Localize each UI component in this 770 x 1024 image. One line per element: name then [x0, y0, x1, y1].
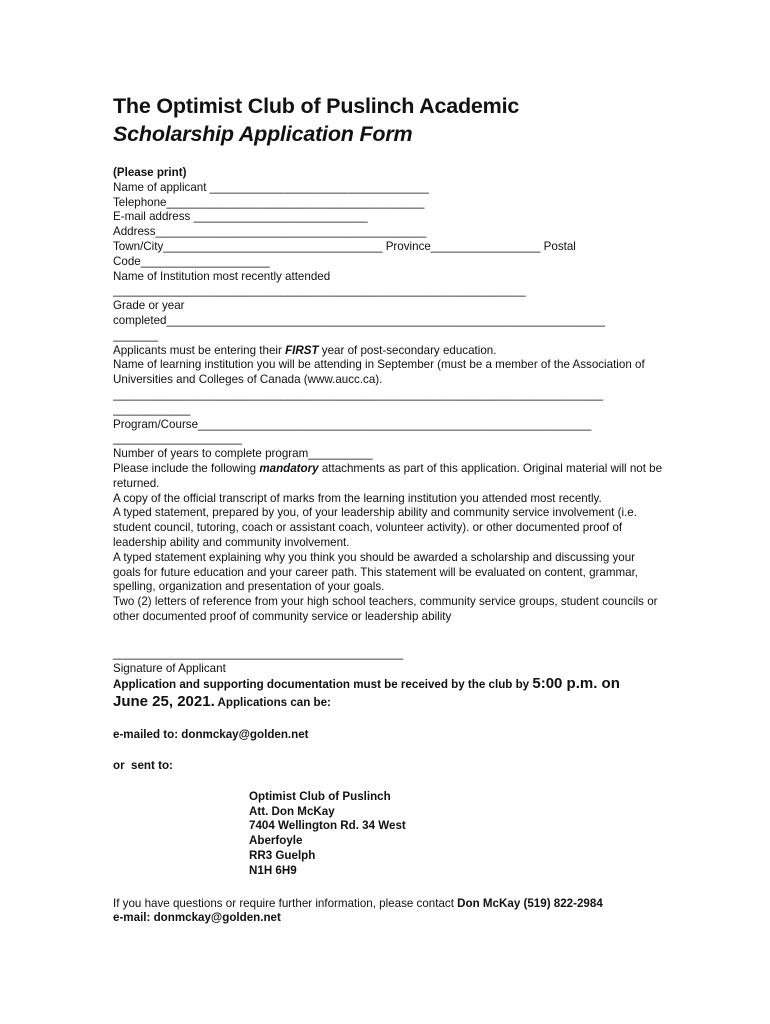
deadline-date: June 25, 2021. Applications can be: — [113, 693, 331, 711]
attachment-item-leadership: A typed statement, prepared by you, of your leadership ability and community service involvement (i.e. student council, tutoring, coach or assistant coach, volunteer activity). or other documented proof of leadership ability and community involvement. — [113, 506, 637, 549]
address-line-2: Att. Don McKay — [249, 804, 335, 818]
attachment-item-references: Two (2) letters of reference from your high school teachers, community service groups, student councils or other documented proof of community service or leadership ability — [113, 595, 658, 623]
mail-submission-label: or sent to: — [113, 759, 173, 773]
first-year-requirement: Applicants must be entering their FIRST year of post-secondary education. — [113, 343, 497, 357]
grade-label: Grade or year — [113, 299, 185, 313]
address-line-1: Optimist Club of Puslinch — [249, 789, 391, 803]
program-field: Program/Course_____________________________________________________________ — [113, 417, 592, 431]
address-field: Address__________________________________________ — [113, 225, 427, 239]
attachments-intro: Please include the following mandatory attachments as part of this application. Original material will not be returned. — [113, 461, 663, 490]
contact-info: If you have questions or require further information, please contact Don McKay (519) 822-2984 — [113, 896, 603, 910]
postal-code-field: Code____________________ — [113, 254, 270, 268]
signature-line: _____________________________________________ — [113, 646, 404, 660]
applicant-name-field: Name of applicant __________________________________ — [113, 180, 429, 194]
institution-label: Name of Institution most recently attended — [113, 269, 331, 283]
address-line-4: Aberfoyle — [249, 834, 303, 848]
deadline-text: Application and supporting documentation must be received by the club by 5:00 p.m. on — [113, 675, 620, 693]
learning-institution-label: Name of learning institution you will be attending in September (must be a member of the Association of Universities and Colleges of Canada (www.aucc.ca). — [113, 358, 645, 387]
program-continuation: ____________________ — [113, 432, 242, 446]
learning-institution-field: ____________________________________________________________________________ — [113, 387, 604, 401]
signature-label: Signature of Applicant — [113, 661, 226, 675]
telephone-field: Telephone________________________________________ — [113, 195, 425, 209]
page-title — [113, 92, 663, 148]
attachment-item-transcript: A copy of the official transcript of marks from the learning institution you attended most recently. — [113, 491, 602, 505]
email-field: E-mail address ___________________________ — [113, 210, 368, 224]
address-line-3: 7404 Wellington Rd. 34 West — [249, 819, 406, 833]
email-submission: e-mailed to: donmckay@golden.net — [113, 728, 309, 742]
grade-completed-continuation: _______ — [113, 328, 159, 342]
contact-email: e-mail: donmckay@golden.net — [113, 911, 281, 925]
please-print-note: (Please print) — [113, 166, 187, 179]
title-line-1: The Optimist Club of Puslinch Academic — [113, 94, 520, 118]
grade-completed-field: completed____________________________________________________________________ — [113, 313, 605, 327]
town-province-field: Town/City__________________________________ Province_________________ Postal — [113, 239, 576, 253]
address-line-5: RR3 Guelph — [249, 849, 316, 863]
learning-institution-continuation: ____________ — [113, 402, 191, 416]
institution-field: ________________________________________________________________ — [113, 284, 526, 298]
years-field: Number of years to complete program__________ — [113, 447, 373, 461]
mailing-address — [249, 790, 663, 879]
title-line-2: Scholarship Application Form — [113, 122, 413, 146]
address-line-6: N1H 6H9 — [249, 863, 297, 877]
document-page — [113, 92, 663, 926]
form-body — [113, 166, 663, 926]
attachment-item-statement: A typed statement explaining why you think you should be awarded a scholarship and discussing your goals for future education and your career path. This statement will be evaluated on content, grammar, spelling, organization and presentation of your goals. — [113, 550, 639, 594]
